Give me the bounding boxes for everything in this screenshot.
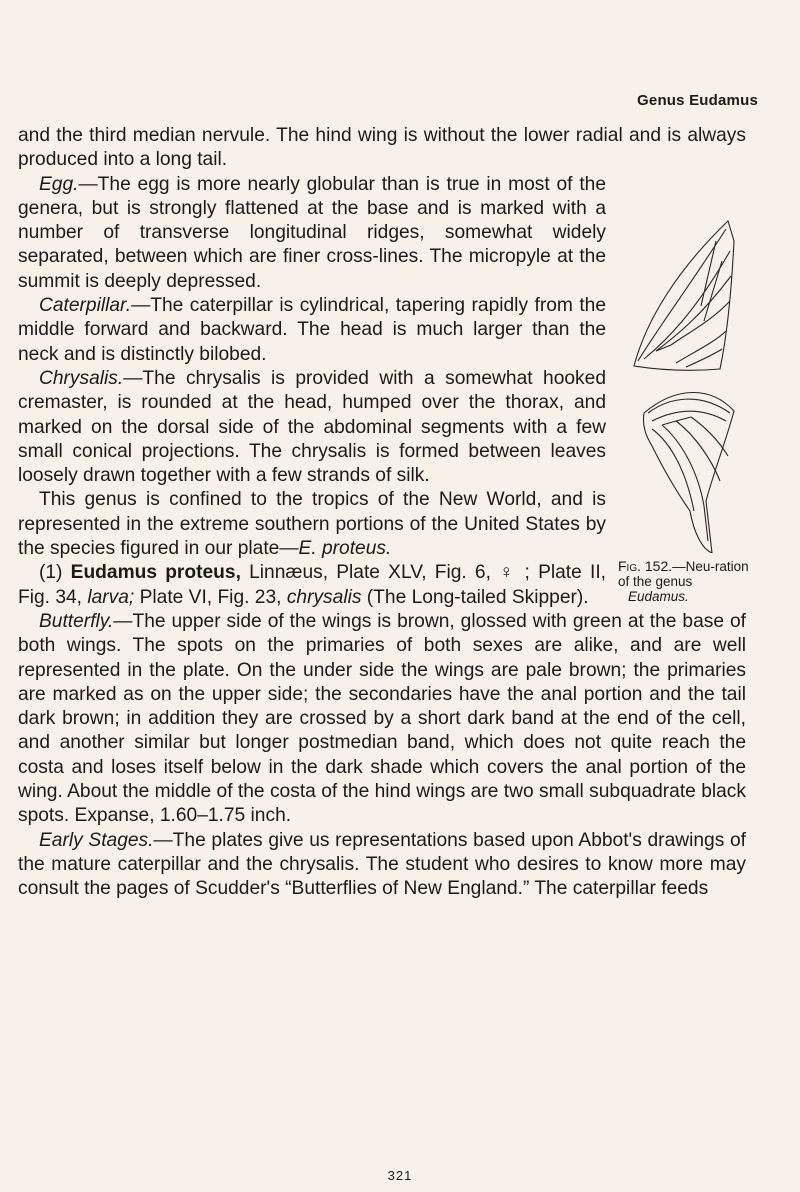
figure-caption-genus: Eudamus. bbox=[628, 588, 689, 604]
butterfly-text: —The upper side of the wings is brown, glossed with green at the base of both wings. The spots on the primaries of both sexes are alike, and are well represented in the plate. On the under side the wings are pale brown; the primaries are marked as on the upper side; the secondaries have the anal portion and the tail dark brown; in addition they are crossed by a short dark band at the end of the cell, and another similar but longer postmedian band, which does not quite reach the costa and loses itself below in the dark shade which covers the anal portion of the wing. About the middle of the costa of the hind wings are two small subquadrate black spots. Expanse, 1.60–1.75 inch. bbox=[18, 610, 746, 827]
wing-neuration-figure bbox=[616, 181, 749, 609]
early-stages-text: —The plates give us representations based upon Abbot's drawings of the mature caterpillar and the chrysalis. The student who desires to know more may consult the pages of Scudder's “Butterflies of New England.” The caterpillar feeds bbox=[18, 829, 746, 900]
genus-range-text: This genus is confined to the tropics of the New World, and is represented in the extreme southern portions of the United States by the species figured in our plate— bbox=[18, 489, 606, 560]
egg-text: —The egg is more nearly globular than is true in most of the genera, but is strongly flattened at the base and is marked with a number of transverse longitudinal ridges, somewhat widely separated, between which are finer cross-lines. The micropyle at the summit is deeply depressed. bbox=[18, 173, 606, 292]
species-number: (1) bbox=[39, 562, 63, 584]
figure-caption-text: —Neu-ration of the genus bbox=[618, 558, 749, 589]
early-stages-paragraph bbox=[18, 829, 746, 902]
butterfly-paragraph bbox=[18, 610, 746, 829]
caterpillar-text: —The caterpillar is cylindrical, tapering rapidly from the middle forward and backward. The head is much larger than the neck and is distinctly bilobed. bbox=[18, 295, 606, 365]
forewing-outline bbox=[634, 221, 734, 370]
egg-heading: Egg. bbox=[39, 173, 79, 195]
species-plate-ref-a: Linnæus, Plate XLV, Fig. 6, ♀ ; Plate II, Fig. 34, bbox=[18, 562, 606, 608]
early-stages-heading: Early Stages. bbox=[39, 829, 154, 851]
figure-number: Fig. 152. bbox=[618, 557, 673, 574]
species-chrysalis-label: chrysalis bbox=[286, 586, 362, 608]
species-larva-label: larva; bbox=[87, 586, 135, 608]
chrysalis-text: —The chrysalis is provided with a somewhat hooked cremaster, is rounded at the head, humped over the thorax, and marked on the dorsal side of the abdominal segments with a few small conical projections. The chrysalis is formed between leaves loosely drawn together with a few strands of silk. bbox=[18, 367, 606, 487]
running-head: Genus Eudamus bbox=[637, 92, 758, 109]
species-name: Eudamus proteus, bbox=[70, 562, 241, 584]
page-body bbox=[18, 124, 749, 902]
butterfly-heading: Butterfly. bbox=[39, 610, 114, 632]
genus-species-ref: E. proteus. bbox=[298, 538, 392, 560]
wing-venation-drawing bbox=[616, 181, 746, 553]
hindwing-outline bbox=[643, 392, 734, 553]
figure-caption bbox=[618, 559, 750, 604]
caterpillar-heading: Caterpillar. bbox=[39, 295, 132, 317]
species-plate-ref-b: Plate VI, Fig. 23, bbox=[139, 586, 282, 608]
page-number: 321 bbox=[387, 1168, 413, 1183]
paragraph-continuation: and the third median nervule. The hind wing is without the lower radial and is always produced into a long tail. bbox=[18, 125, 746, 171]
chrysalis-heading: Chrysalis. bbox=[39, 367, 124, 389]
species-common-name: (The Long-tailed Skipper). bbox=[366, 586, 589, 608]
